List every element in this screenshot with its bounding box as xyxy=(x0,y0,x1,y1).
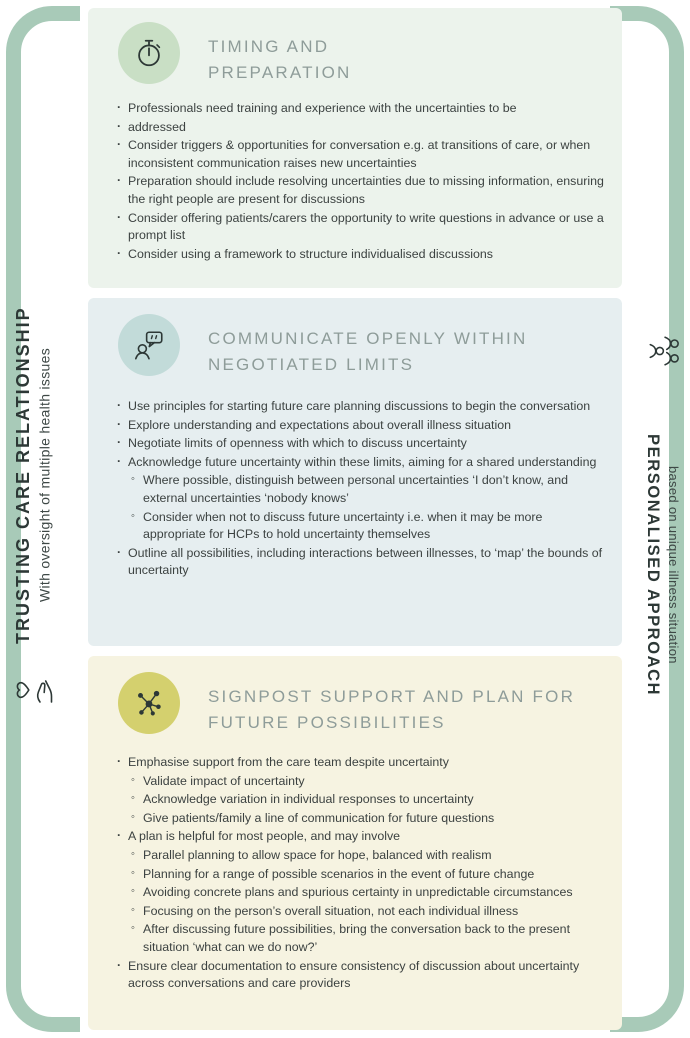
bullet-item: · Emphasise support from the care team despite uncertainty xyxy=(116,754,606,772)
bullet-list xyxy=(116,754,606,994)
bullet-subitem: ◦ Parallel planning to allow space for hope, balanced with realism xyxy=(131,847,606,865)
left-rail-title: TRUSTING CARE RELATIONSHIP xyxy=(13,306,33,644)
bullet-item: · A plan is helpful for most people, and may involve xyxy=(116,828,606,846)
panel-title-line2: PREPARATION xyxy=(208,62,352,82)
panel-title-line2: FUTURE POSSIBILITIES xyxy=(208,712,446,732)
bullet-subitem: ◦ Avoiding concrete plans and spurious certainty in unpredictable circumstances xyxy=(131,884,606,902)
right-rail xyxy=(643,415,682,715)
left-rail xyxy=(12,300,55,650)
bullet-list xyxy=(116,100,606,264)
panel-title-line1: TIMING AND xyxy=(208,37,330,56)
bullet-item: · Consider offering patients/carers the opportunity to write questions in advance or use a prompt list xyxy=(116,210,606,245)
bullet-item: · Consider triggers & opportunities for conversation e.g. at transitions of care, or when inconsistent communication raises new uncertainties xyxy=(116,137,606,172)
bullet-item: · Use principles for starting future care planning discussions to begin the conversation xyxy=(116,398,606,416)
bullet-subitem: ◦ After discussing future possibilities, bring the conversation back to the present situation ‘what can we do now?’ xyxy=(131,921,606,956)
bullet-item: · Negotiate limits of openness with which to discuss uncertainty xyxy=(116,435,606,453)
panel-title xyxy=(208,684,575,735)
speech-bubble-person-icon xyxy=(118,314,180,376)
bullet-subitem: ◦ Acknowledge variation in individual responses to uncertainty xyxy=(131,791,606,809)
bullet-item: · Preparation should include resolving uncertainties due to missing information, ensuring the right people are present for discussions xyxy=(116,173,606,208)
panel-title xyxy=(208,34,352,85)
bullet-item: · addressed xyxy=(116,119,606,137)
panel-title-line2: NEGOTIATED LIMITS xyxy=(208,354,415,374)
bullet-item: · Professionals need training and experience with the uncertainties to be xyxy=(116,100,606,118)
stopwatch-icon xyxy=(118,22,180,84)
bullet-item: · Acknowledge future uncertainty within these limits, aiming for a shared understanding xyxy=(116,454,606,472)
panel-title-line1: SIGNPOST SUPPORT AND PLAN FOR xyxy=(208,687,576,706)
bullet-item: · Outline all possibilities, including interactions between illnesses, to ‘map’ the bounds of uncertainty xyxy=(116,545,606,580)
left-rail-subtitle: With oversight of multiple health issues xyxy=(36,348,53,602)
bullet-list xyxy=(116,398,606,581)
panel-title-line1: COMMUNICATE OPENLY WITHIN xyxy=(208,329,528,348)
panel-timing-and-preparation xyxy=(88,8,622,288)
bullet-subitem: ◦ Consider when not to discuss future uncertainty i.e. when it may be more appropriate for HCPs to hold uncertainty themselves xyxy=(131,509,606,544)
bullet-subitem: ◦ Planning for a range of possible scenarios in the event of future change xyxy=(131,866,606,884)
right-rail-title: PERSONALISED APPROACH xyxy=(644,433,663,697)
bullet-subitem: ◦ Focusing on the person’s overall situation, not each individual illness xyxy=(131,903,606,921)
right-rail-subtitle: based on unique illness situation xyxy=(666,466,681,664)
bullet-subitem: ◦ Where possible, distinguish between personal uncertainties ‘I don’t know, and external uncertainties ‘nobody knows’ xyxy=(131,472,606,507)
network-nodes-icon xyxy=(118,672,180,734)
bullet-item: · Ensure clear documentation to ensure consistency of discussion about uncertainty across conversations and care providers xyxy=(116,958,606,993)
panel-communicate-openly xyxy=(88,298,622,646)
panel-signpost-support xyxy=(88,656,622,1030)
panel-title xyxy=(208,326,527,377)
bullet-subitem: ◦ Validate impact of uncertainty xyxy=(131,773,606,791)
people-group-icon xyxy=(637,332,683,370)
bullet-item: · Consider using a framework to structure individualised discussions xyxy=(116,246,606,264)
hand-heart-icon xyxy=(13,670,57,710)
bullet-subitem: ◦ Give patients/family a line of communication for future questions xyxy=(131,810,606,828)
bullet-item: · Explore understanding and expectations about overall illness situation xyxy=(116,417,606,435)
